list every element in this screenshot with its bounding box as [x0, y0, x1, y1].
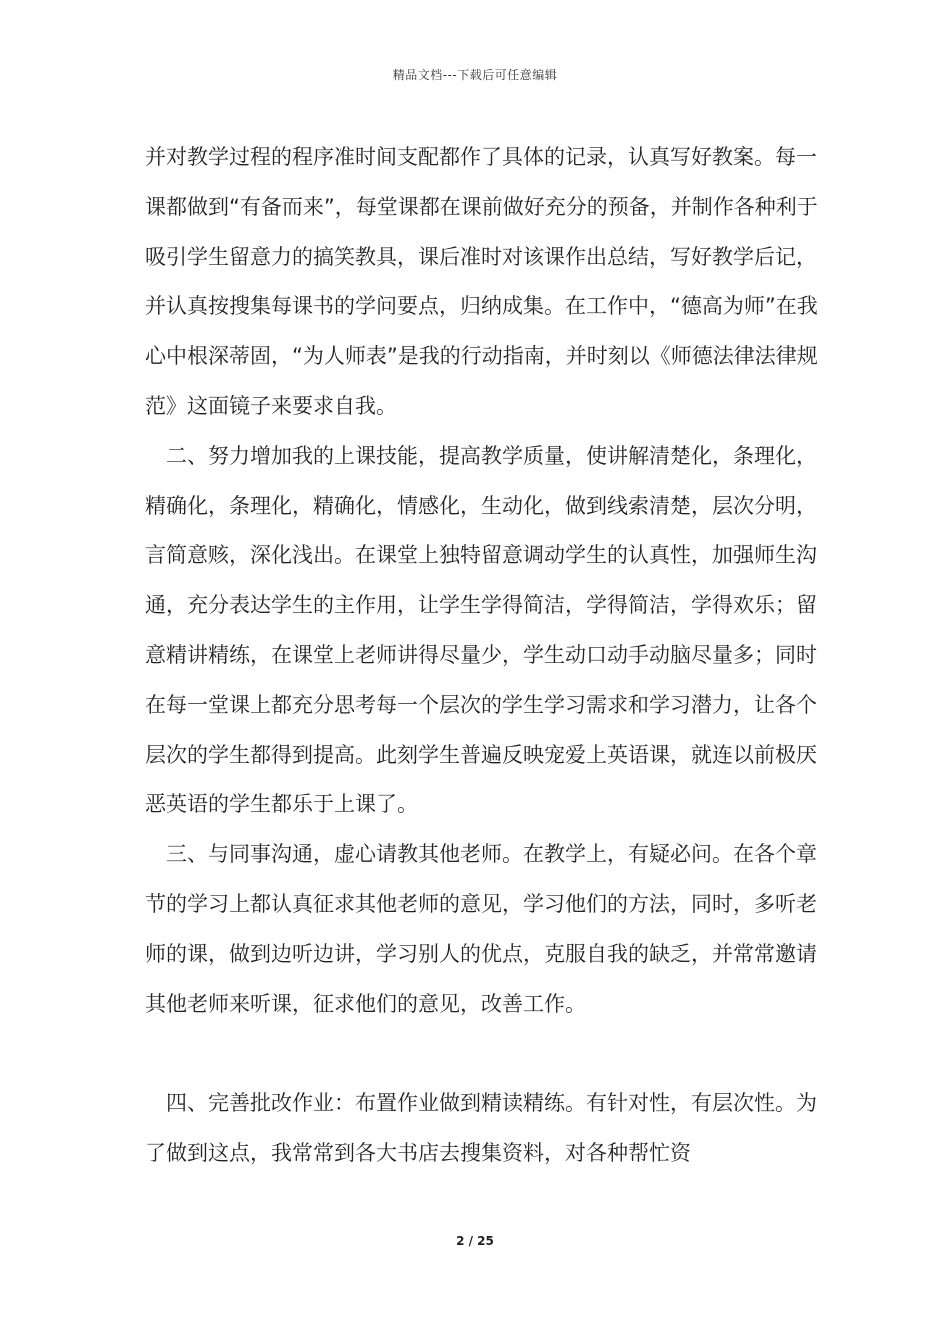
- page-number: 2 / 25: [456, 1234, 494, 1248]
- paragraph-2: 二、努力增加我的上课技能，提高教学质量，使讲解清楚化，条理化，精确化，条理化，精确化，情感化，生动化，做到线索清楚，层次分明，言简意赅，深化浅出。在课堂上独特留意调动学生的认真性，加强师生沟通，充分表达学生的主作用，让学生学得简洁，学得简洁，学得欢乐；留意精讲精练，在课堂上老师讲得尽量少，学生动口动手动脑尽量多；同时在每一堂课上都充分思考每一个层次的学生学习需求和学习潜力，让各个层次的学生都得到提高。此刻学生普遍反映宠爱上英语课，就连以前极厌恶英语的学生都乐于上课了。: [145, 443, 817, 817]
- paragraph-4: 四、完善批改作业：布置作业做到精读精练。有针对性，有层次性。为了做到这点，我常常到各大书店去搜集资料，对各种帮忙资: [145, 1091, 817, 1166]
- paragraph-1: 并对教学过程的程序准时间支配都作了具体的记录，认真写好教案。每一课都做到“有备而来”，每堂课都在课前做好充分的预备，并制作各种利于吸引学生留意力的搞笑教具，课后准时对该课作出总结，写好教学后记，并认真按搜集每课书的学问要点，归纳成集。在工作中，“德高为师”在我心中根深蒂固，“为人师表”是我的行动指南，并时刻以《师德法律法律规范》这面镜子来要求自我。: [145, 145, 818, 418]
- paragraph-3: 三、与同事沟通，虚心请教其他老师。在教学上，有疑必问。在各个章节的学习上都认真征求其他老师的意见，学习他们的方法，同时，多听老师的课，做到边听边讲，学习别人的优点，克服自我的缺乏，并常常邀请其他老师来听课，征求他们的意见，改善工作。: [145, 842, 817, 1016]
- page-header: 精品文档---下载后可任意编辑: [392, 68, 558, 82]
- document-body: [145, 133, 825, 1179]
